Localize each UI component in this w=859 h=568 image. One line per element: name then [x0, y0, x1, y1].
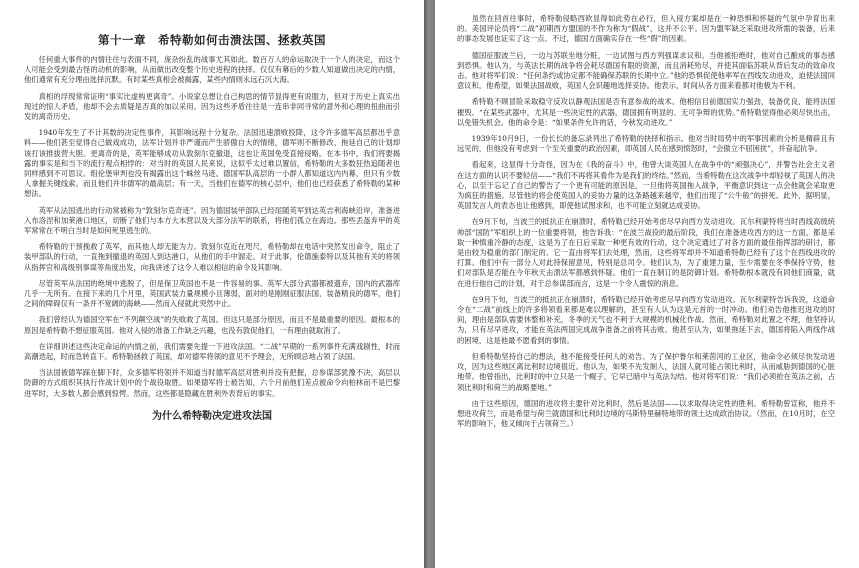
paragraph: 德国征服波兰后，一边与苏联坐地分赃，一边试图与西方列强谋求议和。当他被拒绝时，他对自己酿成的事态感到恐惧。他认为，与英法长期的战争将会耗尽德国有限的资源，而且消耗殆尽，并使其面临苏联从背后发动的致命攻击。他对将军们说：“任何条约或协定都不能确保苏联的长期中立。”他的恐惧促使他率军在西线发动进攻，迫使法国同意议和。他希望，如果法国战败，英国人会识趣地选择妥协。他表示，时间从各方面来看都对他极为不利。: [457, 50, 835, 91]
page-gutter: [424, 0, 435, 568]
paragraph: 希特勒的干预挽救了英军，而其他人却无能为力。敦刻尔克近在咫尺，希特勒却在电话中突然发出命令，阻止了装甲部队的行动，一直拖到撤退的英国人到达港口，从他们的手中溜走。对于此事，伦德施泰特以及其他有关的将领从指挥官和高级别事谋等角度出发，向我讲述了这令人难以相信的命令及其影响。: [24, 242, 400, 272]
paragraph: 希特勒不顾冒险采取稳守反攻以静观法国是否有意参战的战术。他相信目前德国实力强劲，装备优良，能将法国摧毁。“在某些武器中，尤其是一些决定性的武器，德国拥有明显的、无可争辩的优势。”希特勒觉得他必须尽快出击，以免错失机会。他的命令是：“如果条件允许的话，今秋发动进攻。”: [457, 97, 835, 127]
right-page: [435, 0, 859, 568]
paragraph: 我们曾经认为德国空军在“不列颠空战”的失败救了英国。但这只是部分原因，而且不是最重要的原因。最根本的原因是希特勒不想征服英国。他对入侵的准备工作缺乏兴趣，也没有敦促他们，一有理由就取消了。: [24, 315, 400, 335]
paragraph: 1939年10月9日，一份长长的备忘录列出了希特勒的抉择和指示。他对当时局势中的军事因素的分析是精辟且有远见的，但他没有考虑到一个至关重要的政治因素，即英国人民在感到愤怒时，“会傲立不屈困扰”，并奋起抗争。: [457, 134, 835, 154]
paragraph: 虽然在回首往事时，希特勒侵略西欧显得如此势在必行，但入侵方案却是在一种恐惧和怀疑的气氛中孕育出来的。美国评论员将“二战”初期西方盟国的不作为称为“假战”，这并不公平。因为盟军缺乏采取进攻所需的装备，后来的事态发展也证实了这一点。不过，德国方面确实存在一些“假”的因素。: [457, 14, 835, 44]
paragraph: 任何重大事件的内情往往与表面不同，庞杂纷乱的战事尤其如此。数百万人的命运取决于一个人的决定，而这个人可能会受到最古怪的动机的影响，从而做出改变整个历史进程的抉择。仅仅有幕后的少数人知道做出决定的内情，他们通常有充分理由选择沉默。有时某些真相会被揭露，某些内情则永远石沉大海。: [24, 55, 400, 85]
paragraph: 英军从法国逃出的行动常被称为“敦刻尔克奇迹”。因为德国装甲部队已经尾随英军到达英吉利海峡沿岸，准备进入布洛涅和加莱港口地区，切断了他们与本方大本营以及大部分法军的联系，将他们孤立在海边。那些丢盔弃甲的英军常常在不明白当时是如何死里逃生的。: [24, 205, 400, 236]
left-page: [0, 0, 424, 568]
paragraph: 在详细讲述这些决定命运的内情之前，我们需要先提一下进攻法国。“二战”早期的一系列事件充满戏剧性，时而高潮迭起，时而急转直下。希特勒拯救了英国，却对德军将领的意见不予理会，无所顾忌地占领了法国。: [24, 341, 400, 362]
paragraph: 当法国被德军踩在脚下时，众多德军将领并不知道当时德军高层对胜利并没有把握，总参谋部犹豫不决，高层以防御的方式组织其执行作战计划中的个战役取胜。如果德军将士被告知，六个月前他们差点被命令向柏林而不是巴黎进军时，大多数人都会感到惊愕。然而，这些都是隐藏在胜利外表背后的事实。: [24, 368, 400, 398]
paragraph: 但希特勒坚持自己的想法，他不能接受任何人的劝告。为了保护鲁尔和莱茵河的工业区，他命令必须尽快发动进攻，因为这些地区离比利时边境很近。他认为，如果不先发制人，法国人就可能占领比利时，从而威胁到德国的心脏地带。他曾指出，比利时的中立只是一个幌子，它早已暗中与英法勾结。他对将军们说：“我们必须抢在英法之前，占领比利时和荷兰的战略要地。”: [457, 351, 835, 392]
section-title: 为什么希特勒决定进攻法国: [152, 410, 272, 422]
chapter-title: 第十一章 希特勒如何击溃法国、拯救英国: [98, 33, 326, 47]
paragraph: 由于这些原因，德国的进攻将主要针对比利时，然后是法国——以求取得决定性的胜利。希特勒曾宣称，他并不想进攻荷兰，而是希望与荷兰就德国和比利时边境的马斯特里赫特地带的领土达成政治协议。（然而，在10月时，在空军的影响下，他又倾向于占领荷兰。）: [457, 398, 835, 429]
paragraph: 真相的浮现常常证明“事实比虚构更离奇”。小说家总想让自己构思的情节显得更有说服力，但对于历史上真实出现过的惊人矛盾，他却不会去质疑是否真的加以采用。因为这些矛盾往往是一连串非同寻常的意外和心理的扭曲而引发的离奇历史。: [24, 91, 400, 122]
paragraph: 尽管英军从法国的绝境中逃脱了，但是保卫英国也不是一件容易的事。英军大部分武器都被遗弃，国内的武器库几乎一无所有。在接下来的几个月里，英国武装力量规模小且薄弱，面对的是刚刚征服法国、装备精良的德军，他们之间的障碍仅有一条并不宽阔的海峡——然而入侵就此突然中止。: [24, 278, 400, 309]
paragraph: 在9月下旬，当波兰的抵抗正在崩溃时，希特勒已经开始考虑尽早向西方发动进攻。瓦尔利蒙特将当时西线高级统帅部“国防”军组织上的一位重要将领，他告诉我：“在波兰战役的最后阶段，我们在准备进攻西方的这一方面，都是采取一种慎重冷静的态度，这是为了在日后采取一种更有效的行动，这个决定通过了对各方面的最佳指挥部的研讨，都是由较为稳重的部门制定的。它一直由将军们去处理，然而，这些将军却并不知道希特勒已经有了这个在西线进攻的打算。他们中有一部分人对此持保留意见，特别是总司令。他们认为，为了重建力量，至少需要在冬季保持守势，他们对部队是否能在今年秋天击溃法军都感到怀疑。他们一直在制订的是防御计划。希特勒根本就没有同他们商量，就在进行他自己的计划，对于总参谋部而言，这是一个令人震惊的消息。: [457, 217, 835, 288]
paragraph: 在9月下旬，当波兰的抵抗正在崩溃时，希特勒已经开始考虑尽早向西方发动进攻。瓦尔利蒙特告诉我说，这道命令在“二战”前线上的许多将领看来都是难以理解的，甚至有人认为这是元首的一时冲动。他们劝告他推迟进攻的时间，理由是部队需要休整和补充，冬季的天气也不利于大规模的机械化作战。然而，希特勒对此置之不理，他坚持认为，只有尽早进攻，才能在英法两国完成战争准备之前将其击败。他甚至认为，如果拖延下去，德国将陷入两线作战的困境，这是他最不愿看到的事情。: [457, 294, 835, 345]
paragraph: 看起来，这显得十分奇怪，因为在《我的奋斗》中，他曾大谈英国人在战争中的“顽强决心”，并警告社会主义者在这方面的认识不要轻信——“我们不再将其看作为是我们的终结。”然而，当希特勒在这次战争中却轻视了英国人的决心，以至于忘记了自己的警告了一个更有可能的原因是，一旦他将英国拖入战争，平衡意识到这一点会他就会采取更为疯狂的措施。尽管他的将会使英国人的妥协力量的这条路越来越窄，他们出现了“公牛般”的拼死。此外，据明显，英国发言人的表态也让他感到，即使他试图求和，也不可能立刻就达成妥协。: [457, 160, 835, 211]
paragraph: 1940年发生了不计其数的决定性事件，其影响远程十分复杂。法国迅速溃败投降，这令许多德军高层都出乎意料——他们甚至觉得自己做戏成功，法军计划并非严谨而产生骄傲自大的情绪，德军则不断修改、拖延自己的计划却该打该推拔营大胆。更离奇的是，英军能够成功从敦刻尔克撤退，这也让英国免受直接侵略。在本书中，我们将要揭露的事实是和当下的流行观点相悖的：对当时的英国人民来说，这似乎太过难以置信，希特勒的大多数狂热追随者也同样感到不可思议。组伦堡审判也没有揭露出这个蛛丝马迹。德国军队高层的一小群人都知道这内内幕，但只有少数人拿握关键线索。而且他们并非德军的最高层；有一天，当他们在德军的核心层中，他们也已经获悉了希特勒的某种想法。: [24, 128, 400, 199]
